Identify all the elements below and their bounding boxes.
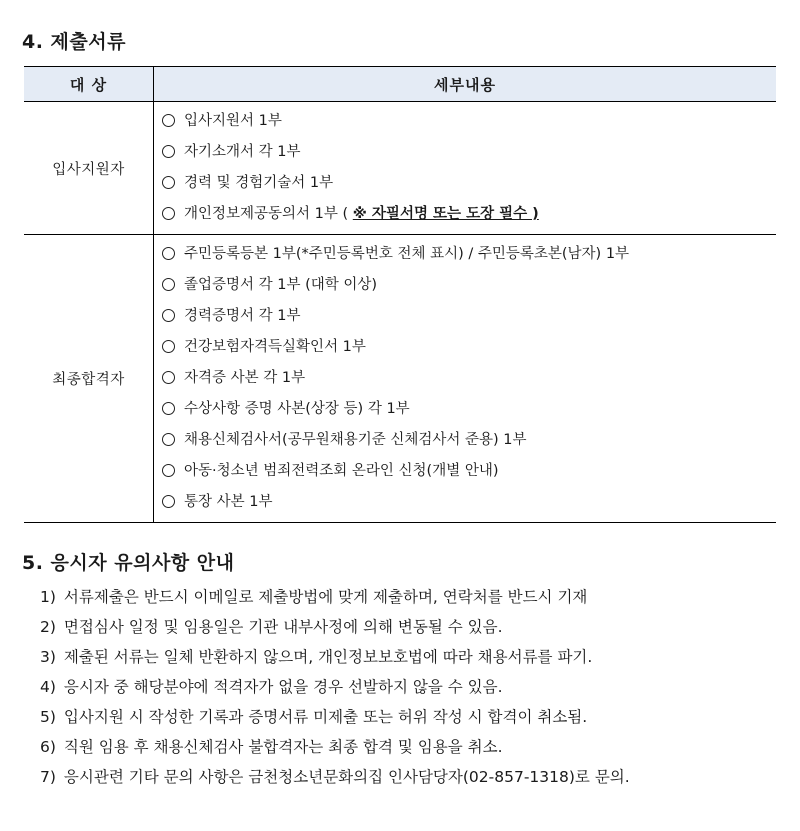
- target-finalists: 최종합격자: [24, 235, 154, 523]
- list-item: 입사지원서 1부: [162, 106, 776, 137]
- circle-bullet-icon: [162, 114, 175, 127]
- table-row-finalists: [24, 235, 776, 523]
- circle-bullet-icon: [162, 433, 175, 446]
- note-item: 6) 직원 임용 후 채용신체검사 불합격자는 최종 합격 및 임용을 취소.: [40, 738, 503, 756]
- circle-bullet-icon: [162, 464, 175, 477]
- circle-bullet-icon: [162, 278, 175, 291]
- circle-bullet-icon: [162, 207, 175, 220]
- circle-bullet-icon: [162, 371, 175, 384]
- table-header-row: [24, 67, 776, 102]
- list-item: 주민등록등본 1부(*주민등록번호 전체 표시) / 주민등록초본(남자) 1부: [162, 239, 776, 270]
- circle-bullet-icon: [162, 402, 175, 415]
- list-item: 채용신체검사서(공무원채용기준 신체검사서 준용) 1부: [162, 425, 776, 456]
- notes-list: [40, 582, 630, 792]
- signature-required-note: ※ 자필서명 또는 도장 필수 ): [352, 206, 539, 222]
- note-item: 7) 응시관련 기타 문의 사항은 금천청소년문화의집 인사담당자(02-857-1318)로 문의.: [40, 768, 630, 786]
- table-row-applicants: [24, 102, 776, 235]
- note-item: 1) 서류제출은 반드시 이메일로 제출방법에 맞게 제출하며, 연락처를 반드시 기재: [40, 588, 588, 606]
- list-item: 자기소개서 각 1부: [162, 137, 776, 168]
- finalist-doc-list: [154, 235, 776, 522]
- circle-bullet-icon: [162, 309, 175, 322]
- list-item: 경력증명서 각 1부: [162, 301, 776, 332]
- list-item: 자격증 사본 각 1부: [162, 363, 776, 394]
- circle-bullet-icon: [162, 340, 175, 353]
- header-details: 세부내용: [154, 67, 777, 102]
- details-cell-finalists: [154, 235, 777, 523]
- list-item: 통장 사본 1부: [162, 487, 776, 518]
- section-5-title: 5. 응시자 유의사항 안내: [22, 552, 235, 574]
- applicant-doc-list: [154, 102, 776, 234]
- circle-bullet-icon: [162, 176, 175, 189]
- details-cell-applicants: [154, 102, 777, 235]
- documents-table: [24, 66, 776, 523]
- circle-bullet-icon: [162, 145, 175, 158]
- circle-bullet-icon: [162, 247, 175, 260]
- header-target: 대 상: [24, 67, 154, 102]
- note-item: 2) 면접심사 일정 및 임용일은 기관 내부사정에 의해 변동될 수 있음.: [40, 618, 503, 636]
- target-applicants: 입사지원자: [24, 102, 154, 235]
- list-item: 경력 및 경험기술서 1부: [162, 168, 776, 199]
- circle-bullet-icon: [162, 495, 175, 508]
- list-item: 개인정보제공동의서 1부 ( ※ 자필서명 또는 도장 필수 ): [162, 199, 776, 230]
- list-item: 졸업증명서 각 1부 (대학 이상): [162, 270, 776, 301]
- note-item: 3) 제출된 서류는 일체 반환하지 않으며, 개인정보보호법에 따라 채용서류를 파기.: [40, 648, 593, 666]
- section-4-title: 4. 제출서류: [22, 31, 126, 53]
- note-item: 5) 입사지원 시 작성한 기록과 증명서류 미제출 또는 허위 작성 시 합격이 취소됨.: [40, 708, 588, 726]
- note-item: 4) 응시자 중 해당분야에 적격자가 없을 경우 선발하지 않을 수 있음.: [40, 678, 503, 696]
- list-item: 수상사항 증명 사본(상장 등) 각 1부: [162, 394, 776, 425]
- list-item: 건강보험자격득실확인서 1부: [162, 332, 776, 363]
- list-item: 아동·청소년 범죄전력조회 온라인 신청(개별 안내): [162, 456, 776, 487]
